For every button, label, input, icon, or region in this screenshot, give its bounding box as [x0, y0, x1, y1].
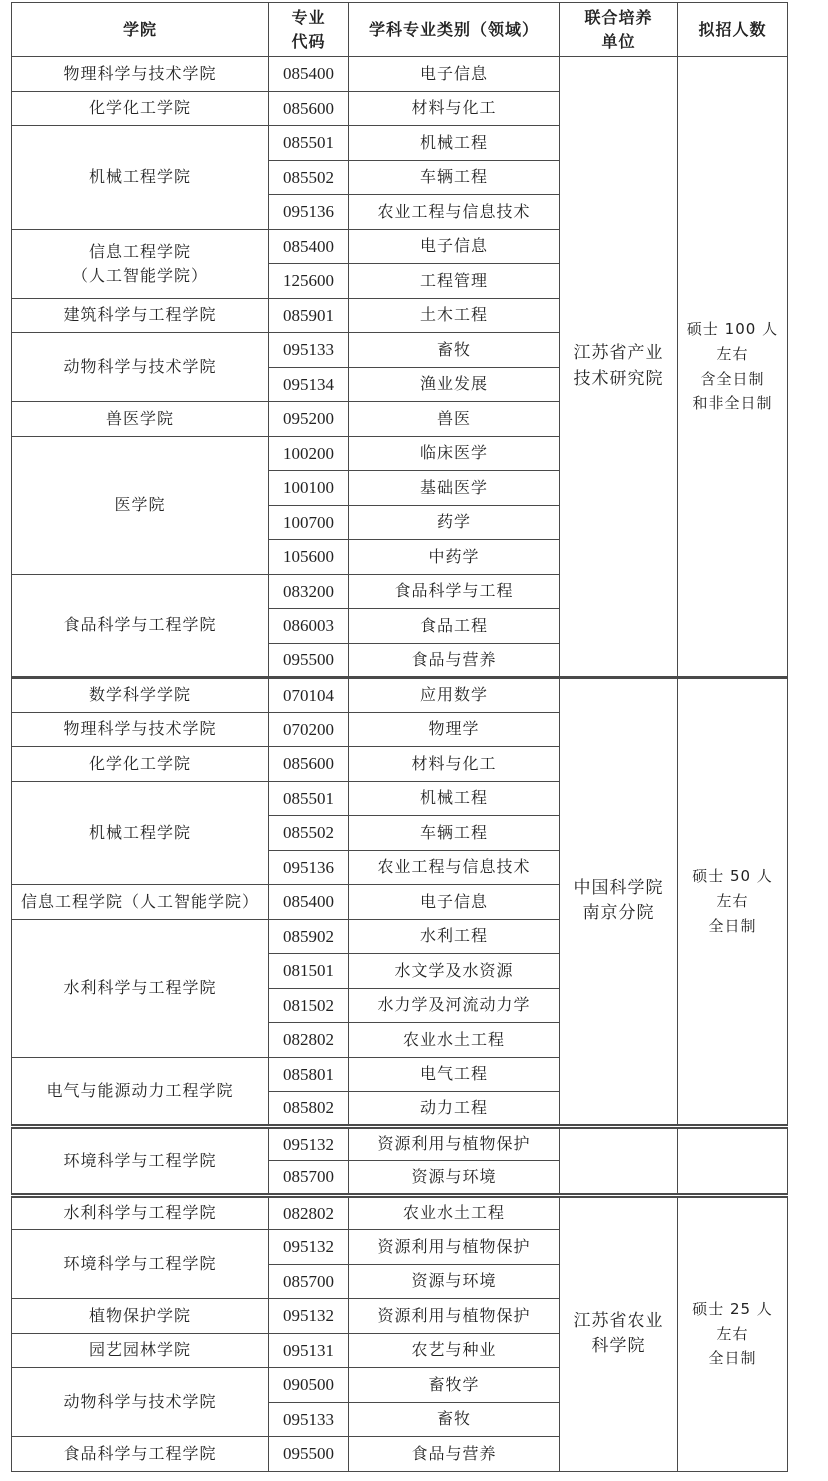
- major-code-cell: 095133: [269, 1402, 349, 1437]
- college-cell: 建筑科学与工程学院: [12, 298, 269, 333]
- major-code-cell: 082802: [269, 1023, 349, 1058]
- major-code-cell: 085600: [269, 91, 349, 126]
- partner-unit-cell: 江苏省产业 技术研究院: [560, 57, 678, 678]
- partner-unit-cell: [560, 1126, 678, 1195]
- major-category-cell: 食品科学与工程: [349, 574, 560, 609]
- major-category-cell: 物理学: [349, 712, 560, 747]
- header-row: [12, 3, 788, 57]
- table-row: [12, 57, 788, 92]
- major-code-cell: 085901: [269, 298, 349, 333]
- college-cell: 医学院: [12, 436, 269, 574]
- college-cell: 水利科学与工程学院: [12, 919, 269, 1057]
- major-category-cell: 农业工程与信息技术: [349, 195, 560, 230]
- major-code-cell: 095132: [269, 1299, 349, 1334]
- college-cell: 环境科学与工程学院: [12, 1126, 269, 1195]
- major-code-cell: 085400: [269, 57, 349, 92]
- major-code-cell: 081502: [269, 988, 349, 1023]
- college-cell: 物理科学与技术学院: [12, 57, 269, 92]
- header-college: 学院: [12, 3, 269, 57]
- major-category-cell: 农业水土工程: [349, 1195, 560, 1230]
- major-category-cell: 畜牧: [349, 333, 560, 368]
- major-category-cell: 食品与营养: [349, 1437, 560, 1472]
- major-category-cell: 临床医学: [349, 436, 560, 471]
- major-category-cell: 电子信息: [349, 57, 560, 92]
- major-code-cell: 083200: [269, 574, 349, 609]
- major-code-cell: 095132: [269, 1230, 349, 1265]
- college-cell: 化学化工学院: [12, 747, 269, 782]
- college-cell: 数学科学学院: [12, 678, 269, 713]
- major-category-cell: 资源利用与植物保护: [349, 1230, 560, 1265]
- major-category-cell: 机械工程: [349, 126, 560, 161]
- major-category-cell: 电气工程: [349, 1057, 560, 1092]
- college-cell: 机械工程学院: [12, 126, 269, 230]
- major-code-cell: 095133: [269, 333, 349, 368]
- college-cell: 信息工程学院（人工智能学院）: [12, 885, 269, 920]
- major-code-cell: 095500: [269, 643, 349, 678]
- major-code-cell: 081501: [269, 954, 349, 989]
- major-category-cell: 材料与化工: [349, 747, 560, 782]
- major-code-cell: 100200: [269, 436, 349, 471]
- college-cell: 食品科学与工程学院: [12, 1437, 269, 1472]
- major-code-cell: 082802: [269, 1195, 349, 1230]
- major-category-cell: 应用数学: [349, 678, 560, 713]
- major-category-cell: 土木工程: [349, 298, 560, 333]
- major-category-cell: 水文学及水资源: [349, 954, 560, 989]
- major-category-cell: 农艺与种业: [349, 1333, 560, 1368]
- major-category-cell: 药学: [349, 505, 560, 540]
- major-code-cell: 085502: [269, 160, 349, 195]
- partner-unit-cell: 中国科学院 南京分院: [560, 678, 678, 1127]
- major-category-cell: 农业工程与信息技术: [349, 850, 560, 885]
- major-code-cell: 105600: [269, 540, 349, 575]
- major-category-cell: 畜牧学: [349, 1368, 560, 1403]
- college-cell: 环境科学与工程学院: [12, 1230, 269, 1299]
- header-partner: 联合培养 单位: [560, 3, 678, 57]
- college-cell: 兽医学院: [12, 402, 269, 437]
- major-code-cell: 070104: [269, 678, 349, 713]
- college-cell: 动物科学与技术学院: [12, 333, 269, 402]
- major-code-cell: 095200: [269, 402, 349, 437]
- major-category-cell: 电子信息: [349, 229, 560, 264]
- major-code-cell: 085501: [269, 126, 349, 161]
- major-category-cell: 食品与营养: [349, 643, 560, 678]
- major-category-cell: 资源利用与植物保护: [349, 1299, 560, 1334]
- major-category-cell: 动力工程: [349, 1092, 560, 1127]
- major-code-cell: 070200: [269, 712, 349, 747]
- major-category-cell: 电子信息: [349, 885, 560, 920]
- major-category-cell: 中药学: [349, 540, 560, 575]
- major-category-cell: 车辆工程: [349, 816, 560, 851]
- major-category-cell: 水利工程: [349, 919, 560, 954]
- college-cell: 物理科学与技术学院: [12, 712, 269, 747]
- major-category-cell: 资源与环境: [349, 1264, 560, 1299]
- college-cell: 机械工程学院: [12, 781, 269, 885]
- major-category-cell: 食品工程: [349, 609, 560, 644]
- college-cell: 食品科学与工程学院: [12, 574, 269, 678]
- major-code-cell: 095134: [269, 367, 349, 402]
- major-category-cell: 水力学及河流动力学: [349, 988, 560, 1023]
- major-category-cell: 畜牧: [349, 1402, 560, 1437]
- header-code: 专业 代码: [269, 3, 349, 57]
- table-row: [12, 1195, 788, 1230]
- major-category-cell: 兽医: [349, 402, 560, 437]
- college-cell: 信息工程学院 （人工智能学院）: [12, 229, 269, 298]
- major-code-cell: 125600: [269, 264, 349, 299]
- major-code-cell: 100700: [269, 505, 349, 540]
- major-code-cell: 085801: [269, 1057, 349, 1092]
- college-cell: 水利科学与工程学院: [12, 1195, 269, 1230]
- college-cell: 动物科学与技术学院: [12, 1368, 269, 1437]
- major-category-cell: 渔业发展: [349, 367, 560, 402]
- major-code-cell: 085600: [269, 747, 349, 782]
- college-cell: 电气与能源动力工程学院: [12, 1057, 269, 1126]
- major-code-cell: 085501: [269, 781, 349, 816]
- major-code-cell: 095500: [269, 1437, 349, 1472]
- major-code-cell: 085400: [269, 229, 349, 264]
- major-category-cell: 基础医学: [349, 471, 560, 506]
- college-cell: 化学化工学院: [12, 91, 269, 126]
- major-category-cell: 机械工程: [349, 781, 560, 816]
- major-category-cell: 工程管理: [349, 264, 560, 299]
- major-category-cell: 车辆工程: [349, 160, 560, 195]
- major-code-cell: 085502: [269, 816, 349, 851]
- major-code-cell: 085700: [269, 1264, 349, 1299]
- major-code-cell: 085400: [269, 885, 349, 920]
- major-code-cell: 085902: [269, 919, 349, 954]
- table-row: [12, 1126, 788, 1161]
- college-cell: 园艺园林学院: [12, 1333, 269, 1368]
- major-code-cell: 095132: [269, 1126, 349, 1161]
- enrollment-table: [11, 2, 788, 1472]
- major-code-cell: 095136: [269, 195, 349, 230]
- table-body: [12, 57, 788, 1472]
- major-code-cell: 085700: [269, 1161, 349, 1196]
- table-row: [12, 678, 788, 713]
- major-category-cell: 资源利用与植物保护: [349, 1126, 560, 1161]
- major-code-cell: 095131: [269, 1333, 349, 1368]
- quota-cell: 硕士 25 人 左右 全日制: [678, 1195, 788, 1471]
- major-code-cell: 086003: [269, 609, 349, 644]
- quota-cell: 硕士 50 人 左右 全日制: [678, 678, 788, 1127]
- quota-cell: [678, 1126, 788, 1195]
- college-cell: 植物保护学院: [12, 1299, 269, 1334]
- major-code-cell: 100100: [269, 471, 349, 506]
- major-code-cell: 095136: [269, 850, 349, 885]
- quota-cell: 硕士 100 人 左右 含全日制 和非全日制: [678, 57, 788, 678]
- header-category: 学科专业类别（领域）: [349, 3, 560, 57]
- partner-unit-cell: 江苏省农业 科学院: [560, 1195, 678, 1471]
- major-category-cell: 农业水土工程: [349, 1023, 560, 1058]
- major-code-cell: 090500: [269, 1368, 349, 1403]
- major-category-cell: 材料与化工: [349, 91, 560, 126]
- header-quota: 拟招人数: [678, 3, 788, 57]
- major-category-cell: 资源与环境: [349, 1161, 560, 1196]
- major-code-cell: 085802: [269, 1092, 349, 1127]
